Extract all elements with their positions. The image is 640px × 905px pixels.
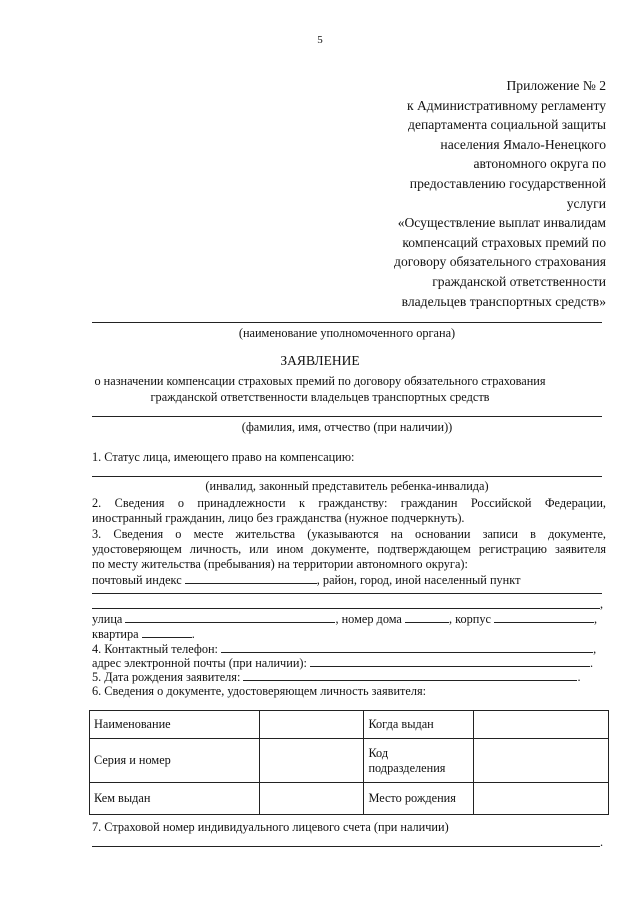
form-subtitle-line1: о назначении компенсации страховых премий по договору обязательного страхования bbox=[94, 374, 546, 388]
corpus-field[interactable] bbox=[494, 611, 594, 623]
birthdate-field[interactable] bbox=[243, 669, 577, 681]
snils-period: . bbox=[600, 835, 604, 849]
appendix-line: «Осуществление выплат инвалидам bbox=[397, 215, 606, 231]
doc-division-code-cell[interactable] bbox=[474, 739, 609, 783]
corpus-comma: , bbox=[594, 612, 598, 626]
locality-field-line-2[interactable] bbox=[92, 608, 600, 609]
item-3-line3: по месту жительства (пребывания) на территории автономного округа): bbox=[92, 557, 468, 571]
doc-series-label: Серия и номер bbox=[90, 739, 260, 783]
item-3-line1: 3. Сведения о месте жительства (указываются на основании записи в документе, bbox=[92, 527, 606, 541]
street-row bbox=[92, 611, 597, 627]
appendix-line: департамента социальной защиты bbox=[408, 117, 606, 133]
form-title: ЗАЯВЛЕНИЕ bbox=[280, 353, 360, 368]
doc-issue-date-label: Когда выдан bbox=[364, 711, 474, 739]
doc-division-code-label bbox=[364, 739, 474, 783]
item-5-label: 5. Дата рождения заявителя: bbox=[92, 670, 241, 684]
flat-row bbox=[92, 626, 195, 642]
email-label: адрес электронной почты (при наличии): bbox=[92, 656, 307, 670]
appendix-line: гражданской ответственности bbox=[432, 273, 606, 289]
item-6-label: 6. Сведения о документе, удостоверяющем личность заявителя: bbox=[92, 684, 427, 698]
doc-series-cell[interactable] bbox=[259, 739, 364, 783]
flat-period: . bbox=[191, 627, 195, 641]
phone-field[interactable] bbox=[221, 641, 593, 653]
appendix-header bbox=[286, 76, 606, 311]
email-period: . bbox=[590, 656, 594, 670]
fio-caption: (фамилия, имя, отчество (при наличии)) bbox=[241, 420, 453, 434]
item-2-line1: 2. Сведения о принадлежности к гражданству: гражданин Российской Федерации, bbox=[92, 496, 606, 510]
doc-issued-by-cell[interactable] bbox=[259, 783, 364, 815]
item-3-line2: удостоверяющем личность, или ином документе, подтверждающем регистрацию заявителя bbox=[92, 542, 606, 556]
appendix-line: автономного округа по bbox=[473, 156, 606, 172]
appendix-line: населения Ямало-Ненецкого bbox=[440, 136, 606, 152]
flat-field[interactable] bbox=[142, 626, 192, 638]
item-1-label: 1. Статус лица, имеющего право на компенсацию: bbox=[92, 450, 355, 464]
postal-index-field[interactable] bbox=[185, 572, 317, 584]
page-number: 5 bbox=[317, 34, 323, 46]
form-subtitle-line2: гражданской ответственности владельцев транспортных средств bbox=[150, 390, 490, 404]
status-field-line[interactable] bbox=[92, 476, 602, 477]
doc-birthplace-cell[interactable] bbox=[474, 783, 609, 815]
item-4-label: 4. Контактный телефон: bbox=[92, 642, 218, 656]
appendix-line: компенсаций страховых премий по bbox=[402, 234, 606, 250]
appendix-line: владельцев транспортных средств» bbox=[401, 293, 606, 309]
table-row bbox=[90, 739, 609, 783]
house-field[interactable] bbox=[405, 611, 449, 623]
appendix-line: к Административному регламенту bbox=[406, 97, 606, 113]
authority-caption: (наименование уполномоченного органа) bbox=[238, 326, 456, 340]
doc-issue-date-cell[interactable] bbox=[474, 711, 609, 739]
email-field[interactable] bbox=[310, 655, 590, 667]
appendix-line: услуги bbox=[566, 195, 606, 211]
appendix-line: предоставлению государственной bbox=[409, 175, 606, 191]
locality-comma: , bbox=[600, 597, 604, 611]
table-row bbox=[90, 711, 609, 739]
street-field[interactable] bbox=[125, 611, 335, 623]
item-7-label: 7. Страховой номер индивидуального лицевого счета (при наличии) bbox=[92, 820, 449, 834]
snils-field-line[interactable] bbox=[92, 846, 600, 847]
flat-label: квартира bbox=[92, 627, 139, 641]
corpus-label: , корпус bbox=[448, 612, 491, 626]
item-2-line2: иностранный гражданин, лицо без гражданства (нужное подчеркнуть). bbox=[92, 511, 465, 525]
fio-field-line[interactable] bbox=[92, 416, 602, 417]
postal-row bbox=[92, 572, 520, 588]
doc-division-code-line1: Код bbox=[368, 745, 389, 760]
identity-document-table bbox=[89, 710, 609, 815]
postal-label: почтовый индекс bbox=[92, 573, 182, 587]
street-label: улица bbox=[92, 612, 123, 626]
locality-label: , район, город, иной населенный пункт bbox=[316, 573, 521, 587]
doc-name-cell[interactable] bbox=[259, 711, 364, 739]
birthdate-period: . bbox=[577, 670, 581, 684]
phone-comma: , bbox=[593, 642, 597, 656]
locality-field-line[interactable] bbox=[92, 593, 602, 594]
doc-issued-by-label: Кем выдан bbox=[90, 783, 260, 815]
appendix-line: договору обязательного страхования bbox=[394, 254, 606, 270]
doc-name-label: Наименование bbox=[90, 711, 260, 739]
authority-field-line[interactable] bbox=[92, 322, 602, 323]
appendix-line: Приложение № 2 bbox=[506, 78, 606, 93]
table-row bbox=[90, 783, 609, 815]
birthdate-row bbox=[92, 669, 581, 685]
item-1-caption: (инвалид, законный представитель ребенка-инвалида) bbox=[205, 479, 489, 493]
doc-division-code-line2: подразделения bbox=[368, 760, 446, 775]
doc-birthplace-label: Место рождения bbox=[364, 783, 474, 815]
house-label: , номер дома bbox=[335, 612, 402, 626]
